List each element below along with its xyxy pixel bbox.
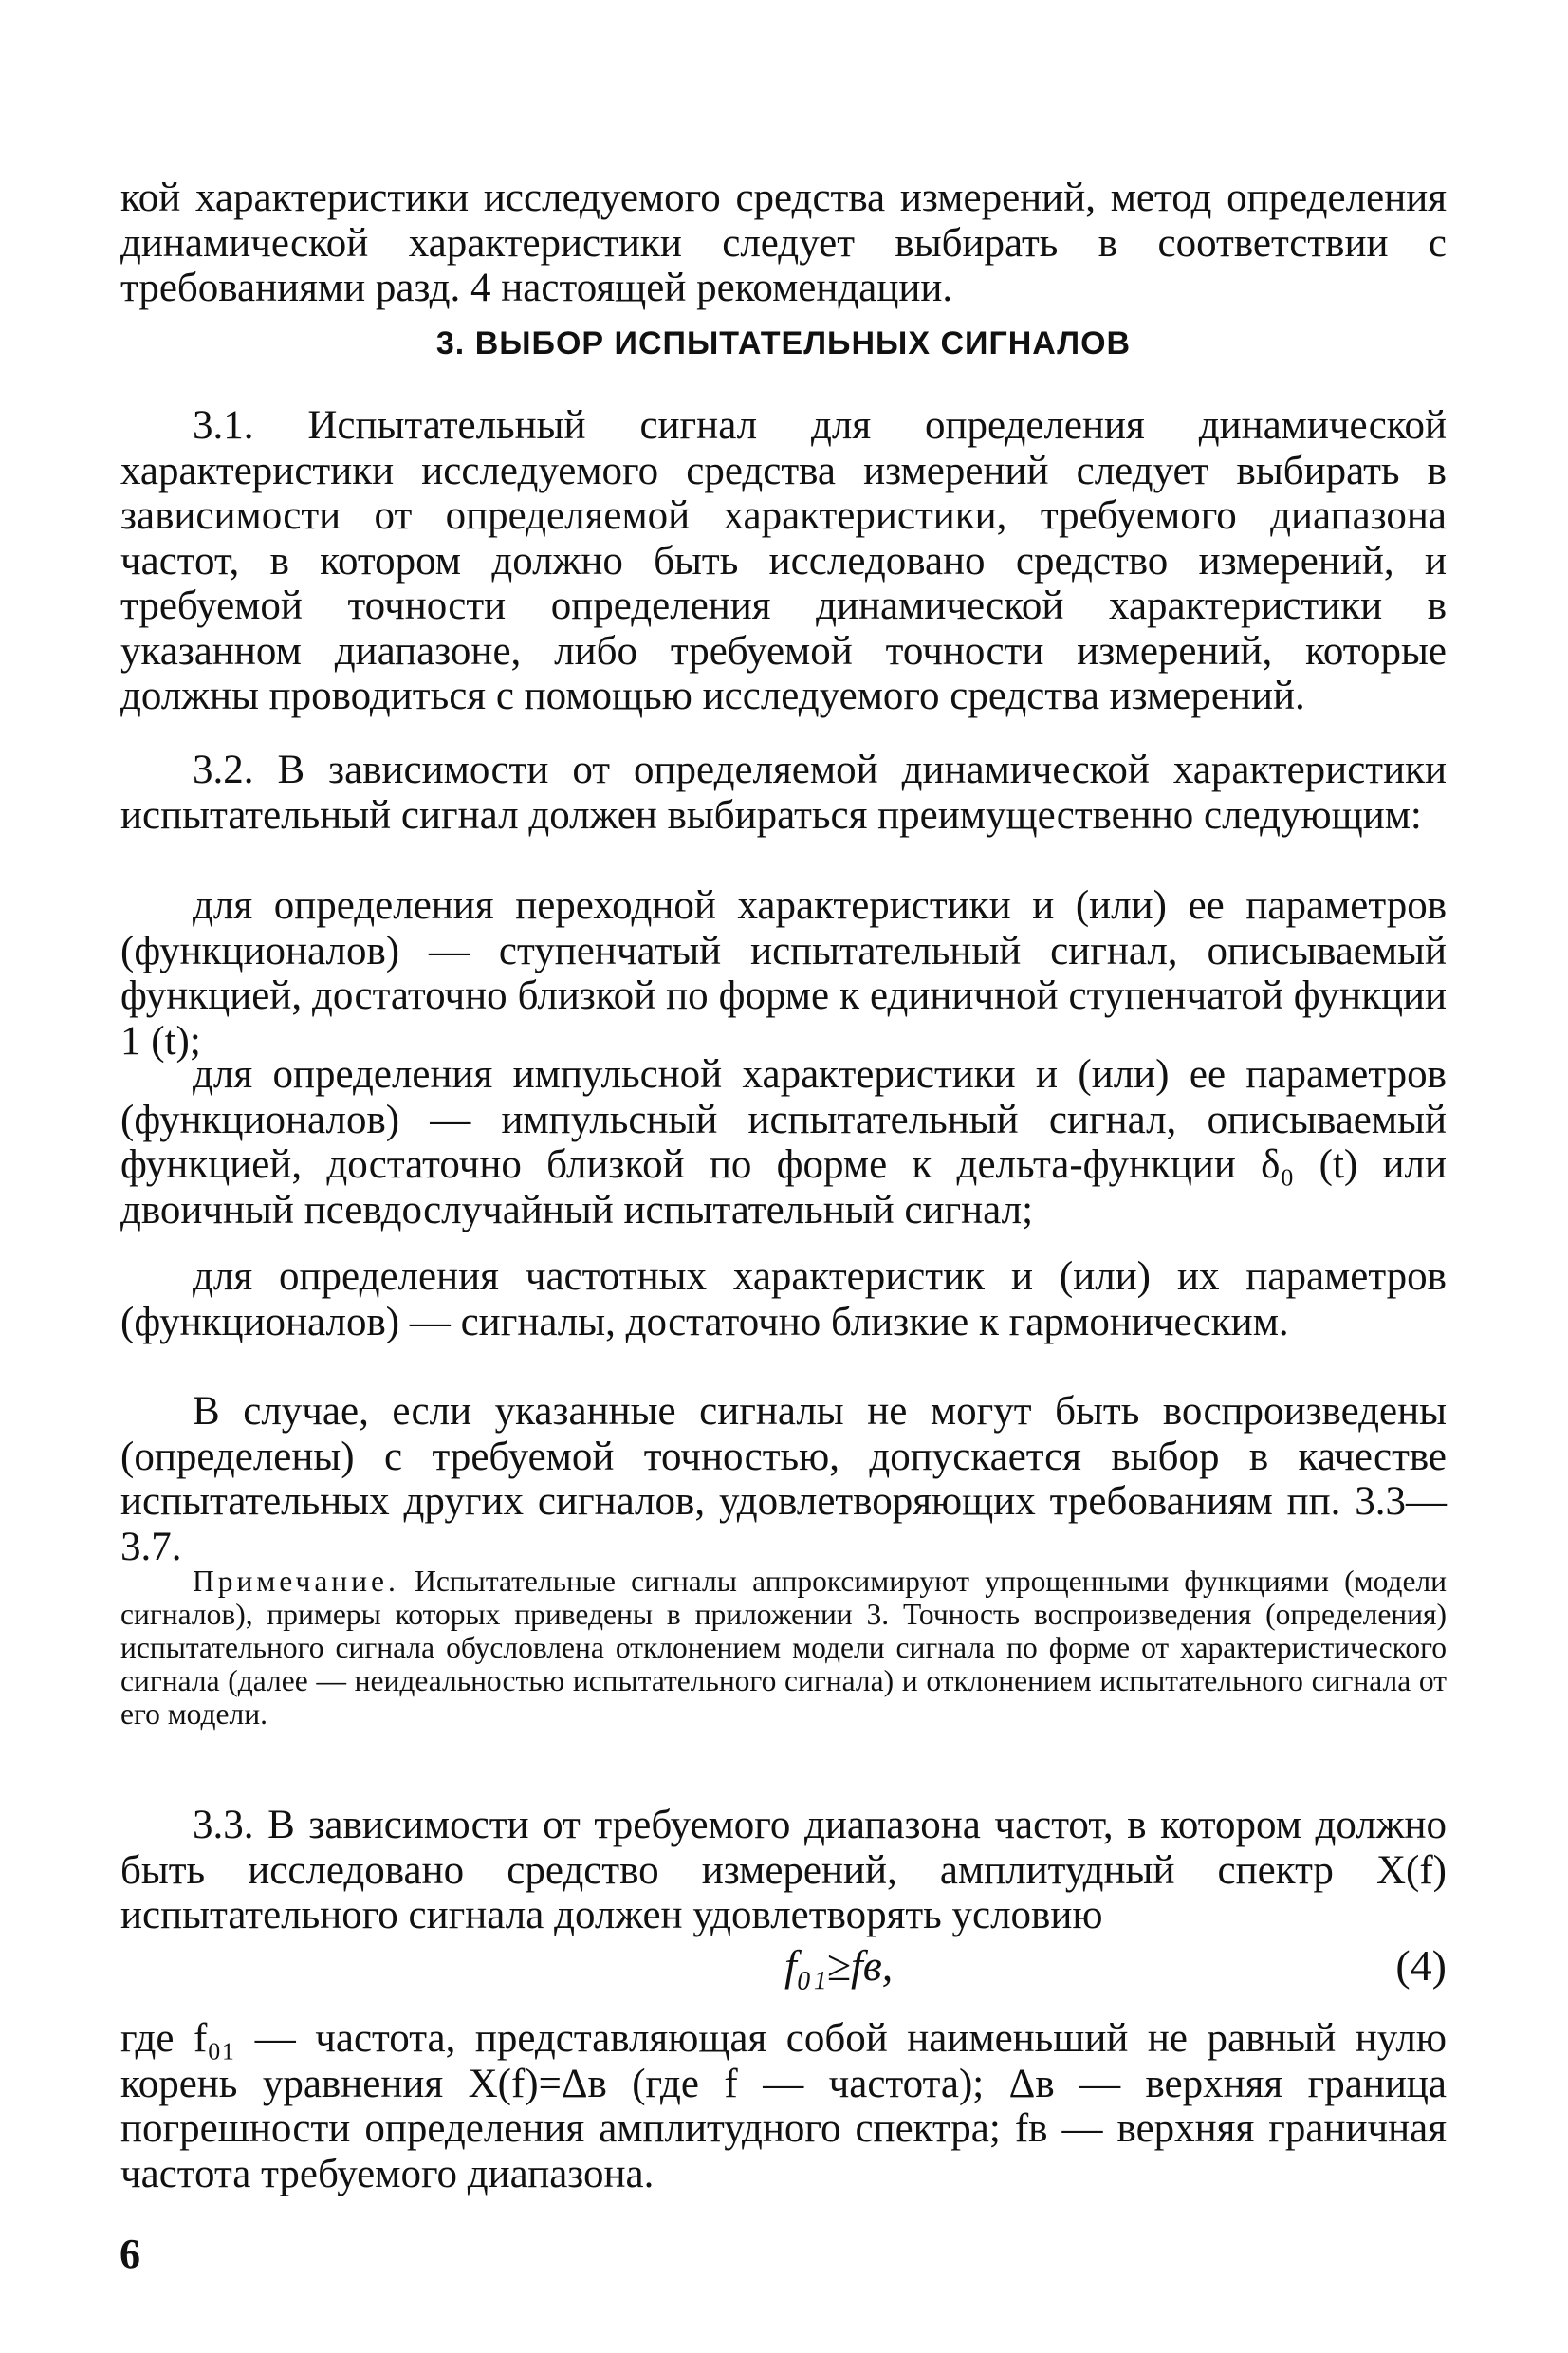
paragraph-3-2: 3.2. В зависимости от определяемой динамической характеристики испытательный сигнал должен выбираться преимущественно следующим: — [120, 748, 1447, 838]
paragraph-where: где f₀₁ — частота, представляющая собой наименьший не равный нулю корень уравнения X(f)=Δв (где f — частота); Δв — верхняя граница погрешности определения амплитудного спектра; fв — верхняя граничная частота требуемого диапазона. — [120, 2016, 1447, 2196]
formula-number: (4) — [1395, 1941, 1447, 1990]
note-label: Примечание. — [193, 1565, 399, 1598]
note — [120, 1565, 1447, 1731]
formula-expression: f₀₁≥fв, — [784, 1941, 894, 1990]
paragraph-case: В случае, если указанные сигналы не могут быть воспроизведены (определены) с требуемой точностью, допускается выбор в качестве испытательных других сигналов, удовлетворяющих требованиям пп. 3.3—3.7. — [120, 1389, 1447, 1569]
page-number: 6 — [120, 2231, 140, 2277]
list-item-transient: для определения переходной характеристики и (или) ее параметров (функционалов) — ступенчатый испытательный сигнал, описываемый функцией, достаточно близкой по форме к единичной ступенчатой функции 1 (t); — [120, 883, 1447, 1064]
list-item-frequency: для определения частотных характеристик и (или) их параметров (функционалов) — сигналы, достаточно близкие к гармоническим. — [120, 1254, 1447, 1344]
list-item-impulse: для определения импульсной характеристики и (или) ее параметров (функционалов) — импульсный испытательный сигнал, описываемый функцией, достаточно близкой по форме к дельта-функции δ₀ (t) или двоичный псевдослучайный испытательный сигнал; — [120, 1052, 1447, 1232]
formula-4 — [120, 1940, 1447, 1997]
paragraph-3-3: 3.3. В зависимости от требуемого диапазона частот, в котором должно быть исследовано средство измерений, амплитудный спектр X(f) испытательного сигнала должен удовлетворять условию — [120, 1803, 1447, 1937]
note-text: Испытательные сигналы аппроксимируют упрощенными функциями (модели сигналов), примеры которых приведены в приложении 3. Точность воспроизведения (определения) испытательного сигнала обусловлена отклонением модели сигнала по форме от характеристического сигнала (далее — неидеальностью испытательного сигнала) и отклонением испытательного сигнала от его модели. — [120, 1565, 1447, 1731]
paragraph-intro: кой характеристики исследуемого средства измерений, метод определения динамической характеристики следует выбирать в соответствии с требованиями разд. 4 настоящей рекомендации. — [120, 176, 1447, 310]
paragraph-3-1: 3.1. Испытательный сигнал для определения динамической характеристики исследуемого средства измерений следует выбирать в зависимости от определяемой характеристики, требуемого диапазона частот, в котором должно быть исследовано средство измерений, и требуемой точности определения динамической характеристики в указанном диапазоне, либо требуемой точности измерений, которые должны проводиться с помощью исследуемого средства измерений. — [120, 403, 1447, 718]
section-heading: 3. ВЫБОР ИСПЫТАТЕЛЬНЫХ СИГНАЛОВ — [435, 325, 1132, 361]
